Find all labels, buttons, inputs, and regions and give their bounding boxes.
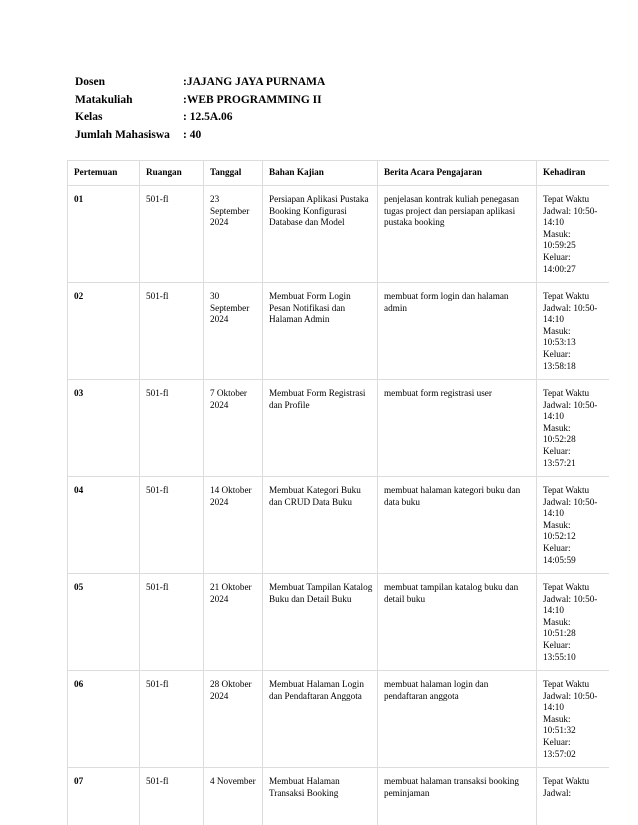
kehadiran-status: Tepat Waktu [543,582,590,592]
dosen-value: :JAJANG JAYA PURNAMA [183,76,326,88]
dosen-row [75,74,325,92]
kehadiran-jadwal: Jadwal: [543,787,572,798]
kehadiran-status: Tepat Waktu [543,776,590,786]
column-header-bahan-kajian: Bahan Kajian [263,161,378,186]
cell-tanggal: 21 Oktober 2024 [204,574,263,671]
kehadiran-jadwal: Jadwal: 10:50-14:10 [543,496,598,519]
kelas-row [75,109,325,127]
cell-pertemuan: 07 [68,768,140,825]
column-header-ruangan: Ruangan [140,161,204,186]
kehadiran-keluar: Keluar: 14:05:59 [543,542,576,565]
kehadiran-status: Tepat Waktu [543,679,590,689]
cell-kehadiran [537,768,610,825]
cell-tanggal: 7 Oktober 2024 [204,380,263,477]
kehadiran-status: Tepat Waktu [543,194,590,204]
cell-berita-acara: membuat form login dan halaman admin [378,283,537,380]
jumlah-row [75,127,325,145]
cell-tanggal: 30 September 2024 [204,283,263,380]
cell-kehadiran [537,477,610,574]
cell-pertemuan: 01 [68,186,140,283]
cell-tanggal: 23 September 2024 [204,186,263,283]
kehadiran-status: Tepat Waktu [543,485,590,495]
cell-bahan-kajian: Membuat Tampilan Katalog Buku dan Detail Buku [263,574,378,671]
cell-berita-acara: membuat halaman login dan pendaftaran anggota [378,671,537,768]
jumlah-label: Jumlah Mahasiswa [75,128,170,141]
table-row [68,283,610,380]
cell-pertemuan: 04 [68,477,140,574]
matakuliah-row [75,92,325,110]
jumlah-value: : 40 [183,128,202,141]
kehadiran-status: Tepat Waktu [543,291,590,301]
table-row [68,380,610,477]
course-info [75,74,325,144]
table-row [68,768,610,825]
kehadiran-masuk: Masuk: 10:52:28 [543,422,576,445]
cell-ruangan: 501-fl [140,671,204,768]
cell-berita-acara: membuat halaman transaksi booking peminjaman [378,768,537,825]
cell-pertemuan: 03 [68,380,140,477]
table-row [68,574,610,671]
kehadiran-jadwal: Jadwal: 10:50-14:10 [543,690,598,713]
table-row [68,477,610,574]
table-row [68,671,610,768]
kehadiran-keluar: Keluar: 13:57:02 [543,736,576,759]
attendance-table-container [67,160,609,825]
cell-pertemuan: 02 [68,283,140,380]
kehadiran-masuk: Masuk: 10:51:28 [543,616,576,639]
attendance-table [67,160,609,825]
kehadiran-keluar: Keluar: 14:00:27 [543,251,576,274]
kehadiran-jadwal: Jadwal: 10:50-14:10 [543,205,598,228]
cell-bahan-kajian: Membuat Halaman Transaksi Booking [263,768,378,825]
cell-bahan-kajian: Membuat Form Login Pesan Notifikasi dan Halaman Admin [263,283,378,380]
kehadiran-jadwal: Jadwal: 10:50-14:10 [543,593,598,616]
kehadiran-jadwal: Jadwal: 10:50-14:10 [543,302,598,325]
cell-ruangan: 501-fl [140,477,204,574]
kehadiran-masuk: Masuk: 10:51:32 [543,713,576,736]
cell-pertemuan: 05 [68,574,140,671]
column-header-tanggal: Tanggal [204,161,263,186]
dosen-label: Dosen [75,76,106,88]
kehadiran-masuk: Masuk: 10:59:25 [543,228,576,251]
cell-bahan-kajian: Membuat Form Registrasi dan Profile [263,380,378,477]
cell-ruangan: 501-fl [140,283,204,380]
cell-berita-acara: membuat halaman kategori buku dan data buku [378,477,537,574]
cell-kehadiran [537,186,610,283]
cell-ruangan: 501-fl [140,768,204,825]
cell-kehadiran [537,283,610,380]
table-row [68,186,610,283]
kehadiran-keluar: Keluar: 13:58:18 [543,348,576,371]
matakuliah-label: Matakuliah [75,93,133,106]
cell-berita-acara: penjelasan kontrak kuliah penegasan tugas project dan persiapan aplikasi pustaka booking [378,186,537,283]
kehadiran-status: Tepat Waktu [543,388,590,398]
cell-kehadiran [537,574,610,671]
cell-ruangan: 501-fl [140,186,204,283]
table-header-row [68,161,610,186]
cell-ruangan: 501-fl [140,574,204,671]
cell-bahan-kajian: Membuat Halaman Login dan Pendaftaran Anggota [263,671,378,768]
cell-tanggal: 28 Oktober 2024 [204,671,263,768]
kehadiran-masuk: Masuk: 10:53:13 [543,325,576,348]
column-header-pertemuan: Pertemuan [68,161,140,186]
cell-tanggal: 4 November [204,768,263,825]
column-header-kehadiran: Kehadiran [537,161,610,186]
matakuliah-value: :WEB PROGRAMMING II [183,93,322,106]
cell-kehadiran [537,380,610,477]
column-header-berita-acara: Berita Acara Pengajaran [378,161,537,186]
cell-bahan-kajian: Membuat Kategori Buku dan CRUD Data Buku [263,477,378,574]
kehadiran-masuk: Masuk: 10:52:12 [543,519,576,542]
kelas-value: : 12.5A.06 [183,111,233,123]
kelas-label: Kelas [75,111,103,123]
cell-kehadiran [537,671,610,768]
kehadiran-keluar: Keluar: 13:55:10 [543,639,576,662]
kehadiran-keluar: Keluar: 13:57:21 [543,445,576,468]
cell-ruangan: 501-fl [140,380,204,477]
cell-pertemuan: 06 [68,671,140,768]
cell-berita-acara: membuat form registrasi user [378,380,537,477]
cell-bahan-kajian: Persiapan Aplikasi Pustaka Booking Konfigurasi Database dan Model [263,186,378,283]
kehadiran-jadwal: Jadwal: 10:50-14:10 [543,399,598,422]
cell-tanggal: 14 Oktober 2024 [204,477,263,574]
cell-berita-acara: membuat tampilan katalog buku dan detail buku [378,574,537,671]
